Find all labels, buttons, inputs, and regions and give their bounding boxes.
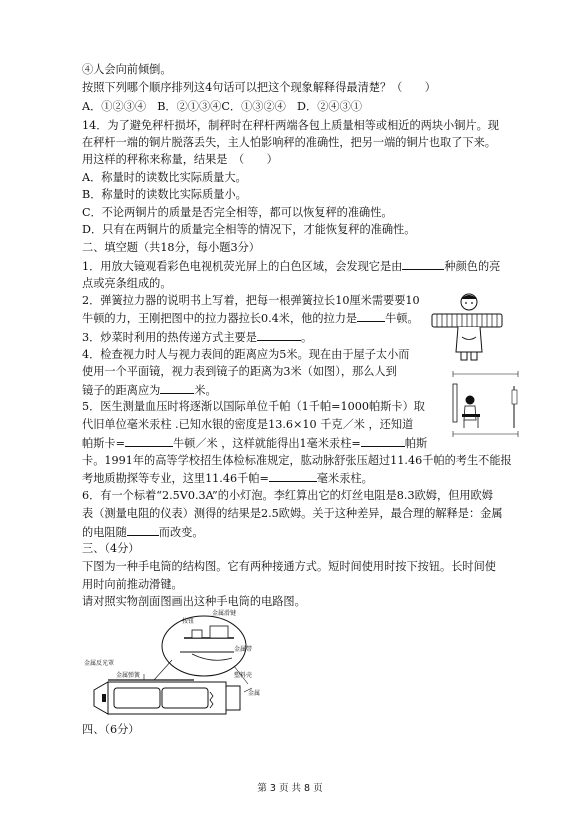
fill4-blank[interactable] xyxy=(160,382,194,394)
section2-title: 二、填空题（共18分，每小题3分） xyxy=(82,241,260,254)
q13-line1: ④人会向前倾倒。 xyxy=(82,63,172,76)
label-metal-spring: 金属弹簧 xyxy=(116,672,141,679)
fill2-line2: 牛顿的力，王刚把图中的拉力器拉长0.4米，他的拉力是 牛顿。 xyxy=(82,312,419,325)
fill6-line3: 的电阻随 而改变。 xyxy=(82,526,204,539)
fill5-line1: 5．医生测量血压时将逐渐以国际单位千帕（1千帕=1000帕斯卡）取 xyxy=(82,400,425,413)
section3-line3: 请对照实物剖面图画出这种手电筒的电路图。 xyxy=(82,595,306,608)
label-metal: 金属 xyxy=(248,690,261,697)
fill5-line2: 代旧单位毫米汞柱 .已知水银的密度是13.6×10 千克／米 ，还知道 xyxy=(82,418,414,431)
q14-option-b: B．称量时的读数比实际质量小。 xyxy=(82,188,247,201)
label-metal-slider: 金属滑键 xyxy=(212,610,237,617)
fill1-line2: 点或亮条组成的。 xyxy=(82,277,172,290)
fill4-line2: 使用一个平面镜，视力表到镜子的距离为3米（如图），那么人到 xyxy=(82,365,397,378)
spring-exerciser-drawing xyxy=(428,292,508,362)
section4-title: 四、（6分） xyxy=(82,723,140,736)
q14-option-c: C．不论两铜片的质量是否完全相等，都可以恢复秤的准确性。 xyxy=(82,206,393,219)
fill1-blank[interactable] xyxy=(402,258,444,270)
fill3-line1: 3．炒菜时利用的热传递方式主要是 。 xyxy=(82,331,313,344)
fill6-line2: 表（测量电阻的仪表）测得的结果是2.5欧姆。关于这种差异，最合理的解释是：金属 xyxy=(82,507,503,520)
label-plastic-shell: 塑料壳 xyxy=(234,672,253,679)
eye-chart-mirror-figure xyxy=(450,368,522,440)
page-footer: 第 3 页 共 8 页 xyxy=(257,783,323,794)
fill5-line4: 卡。1991年的高等学校招生体检标准规定，肱动脉舒张压超过11.46千帕的考生不能报 xyxy=(82,454,512,467)
fill5-line3: 帕斯卡= 牛顿／米 ，这样就能得出1毫米汞柱= 帕斯 xyxy=(82,437,428,450)
q13-question: 按照下列哪个顺序排列这4句话可以把这个现象解释得最清楚？（ ） xyxy=(82,81,436,94)
spring-exerciser-figure xyxy=(428,292,508,362)
q13-options: A．①②③④ B．②①③④C．①③②④ D．②④③① xyxy=(82,100,362,113)
label-metal-strip: 金属带 xyxy=(234,646,253,653)
flashlight-figure xyxy=(84,608,302,720)
fill5-blank-b[interactable] xyxy=(361,435,405,447)
q14-line3: 用这样的秤称来称量，结果是 （ ） xyxy=(82,153,278,166)
fill5-line5: 考地质勘探等专业，这里11.46千帕= 毫米汞柱。 xyxy=(82,472,373,485)
fill4-line1: 4．检查视力时人与视力表间的距离应为5米。现在由于屋子太小而 xyxy=(82,348,410,361)
fill2-blank[interactable] xyxy=(357,310,385,322)
fill3-blank[interactable] xyxy=(257,329,301,341)
q14-option-d: D．只有在两铜片的质量完全相等的情况下，才能恢复秤的准确性。 xyxy=(82,223,416,236)
fill1-line1: 1．用放大镜观看彩色电视机荧光屏上的白色区域，会发现它是由 种颜色的亮 xyxy=(82,260,501,273)
label-metal-reflector: 金属反光罩 xyxy=(84,660,115,667)
section3-line1: 下图为一种手电筒的结构图。它有两种接通方式。短时间使用时按下按钮。长时间使 xyxy=(82,560,496,573)
fill2-line1: 2．弹簧拉力器的说明书上写着，把每一根弹簧拉长10厘米需要要10 xyxy=(82,294,420,307)
q14-line2: 在秤杆一端的铜片脱落丢失，主人怕影响秤的准确性，把另一端的铜片也取了下来。 xyxy=(82,136,496,149)
q14-line1: 14．为了避免秤杆损坏，制秤时在秤杆两端各包上质量相等或相近的两块小铜片。现 xyxy=(82,119,499,132)
q14-option-a: A．称量时的读数比实际质量大。 xyxy=(82,171,247,184)
section3-title: 三、（4分） xyxy=(82,542,140,555)
eye-chart-drawing xyxy=(450,368,522,440)
label-button: 按钮 xyxy=(182,618,195,625)
fill4-line3: 镜子的距离应为 米。 xyxy=(82,384,217,397)
fill6-line1: 6．有一个标着“2.5V0.3A”的小灯泡。李红算出它的灯丝电阻是8.3欧姆，但用欧姆 xyxy=(82,489,493,502)
fill5-blank-a[interactable] xyxy=(125,435,173,447)
section3-line2: 用时向前推动滑键。 xyxy=(82,578,183,591)
fill6-blank[interactable] xyxy=(127,524,159,536)
fill5-blank-c[interactable] xyxy=(269,470,317,482)
